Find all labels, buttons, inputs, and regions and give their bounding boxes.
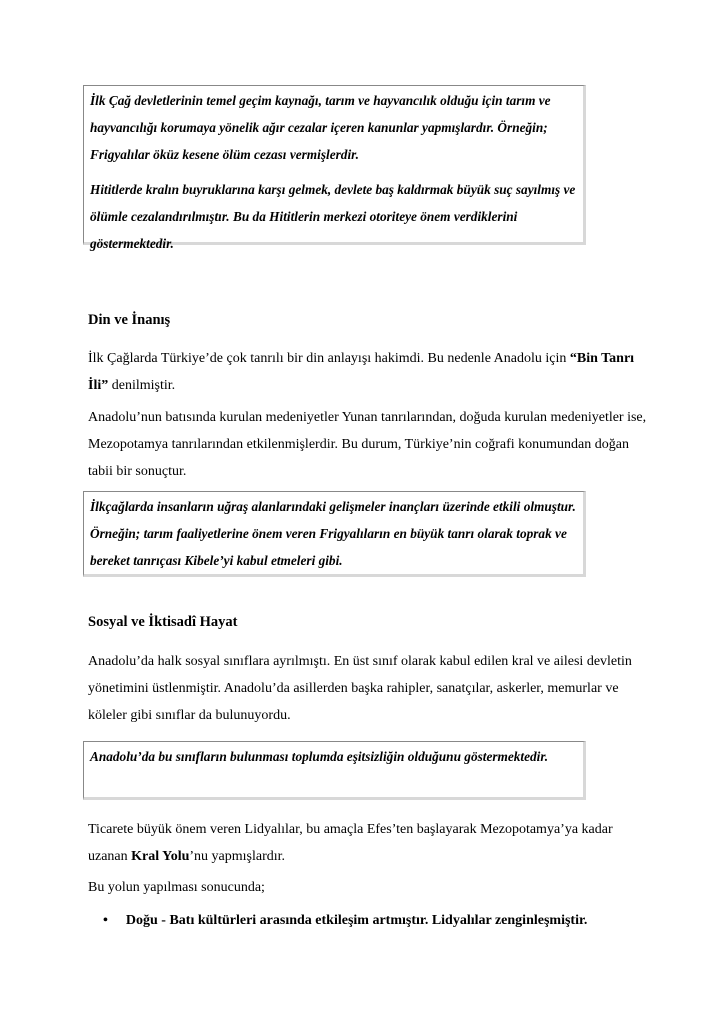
bullet-icon: • xyxy=(103,913,108,928)
bullet-list-item xyxy=(103,913,587,929)
paragraph-text: Ticarete büyük önem veren Lidyalılar, bu amaçla Efes’ten başlayarak Mezopotamya’ya kadar uzanan xyxy=(88,822,613,864)
paragraph-text: İlk Çağlarda Türkiye’de çok tanrılı bir din anlayışı hakimdi. Bu nedenle Anadolu için xyxy=(88,351,570,366)
paragraph: Bu yolun yapılması sonucunda; xyxy=(88,880,265,895)
section-heading-religion: Din ve İnanış xyxy=(88,312,171,328)
info-box-paragraph: Anadolu’da bu sınıfların bulunması toplumda eşitsizliğin olduğunu göstermektedir. xyxy=(90,749,549,764)
bullet-text: Doğu - Batı kültürleri arasında etkileşim artmıştır. Lidyalılar zenginleşmiştir. xyxy=(125,913,588,928)
section-heading-social-economic: Sosyal ve İktisadî Hayat xyxy=(88,614,238,630)
paragraph: Anadolu’nun batısında kurulan medeniyetler Yunan tanrılarından, doğuda kurulan medeniyetler ise, Mezopotamya tanrılarından etkilenmişlerdir. Bu durum, Türkiye’nin coğrafi konumundan doğan tabii bir sonuçtur. xyxy=(88,410,647,479)
paragraph: Anadolu’da halk sosyal sınıflara ayrılmıştı. En üst sınıf olarak kabul edilen kral ve ailesi devletin yönetimini üstlenmiştir. Anadolu’da asillerden başka rahipler, sanatçılar, askerler, memurlar ve köleler gibi sınıflar da bulunuyordu. xyxy=(88,654,632,723)
paragraph-text: ’nu yapmışlardır. xyxy=(189,849,286,864)
paragraph xyxy=(88,816,648,870)
info-box-paragraph: Hititlerde kralın buyruklarına karşı gelmek, devlete baş kaldırmak büyük suç sayılmış ve ölümle cezalandırılmıştır. Bu da Hititlerin merkezi otoriteye önem verdiklerini göstermektedir. xyxy=(90,182,576,251)
info-box-paragraph: İlk Çağ devletlerinin temel geçim kaynağı, tarım ve hayvancılık olduğu için tarım ve hayvancılığı korumaya yönelik ağır cezalar içeren kanunlar yapmışlardır. Örneğin; Frigyalılar öküz kesene ölüm cezası vermişlerdir. xyxy=(90,93,551,162)
paragraph xyxy=(88,345,648,399)
info-box-inequality xyxy=(83,741,586,800)
info-box-economy xyxy=(83,85,586,251)
bold-phrase: “Bin Tanrı İli” xyxy=(88,351,635,393)
info-box-paragraph: İlkçağlarda insanların uğraş alanlarındaki gelişmeler inançları üzerinde etkili olmuştur. Örneğin; tarım faaliyetlerine önem veren Frigyalıların en büyük tanrı olarak toprak ve bereket tanrıçası Kibele’yi kabul etmeleri gibi. xyxy=(90,499,576,568)
info-box-beliefs xyxy=(83,491,586,577)
bold-phrase: Kral Yolu xyxy=(131,849,190,864)
paragraph-text: denilmiştir. xyxy=(108,378,176,393)
